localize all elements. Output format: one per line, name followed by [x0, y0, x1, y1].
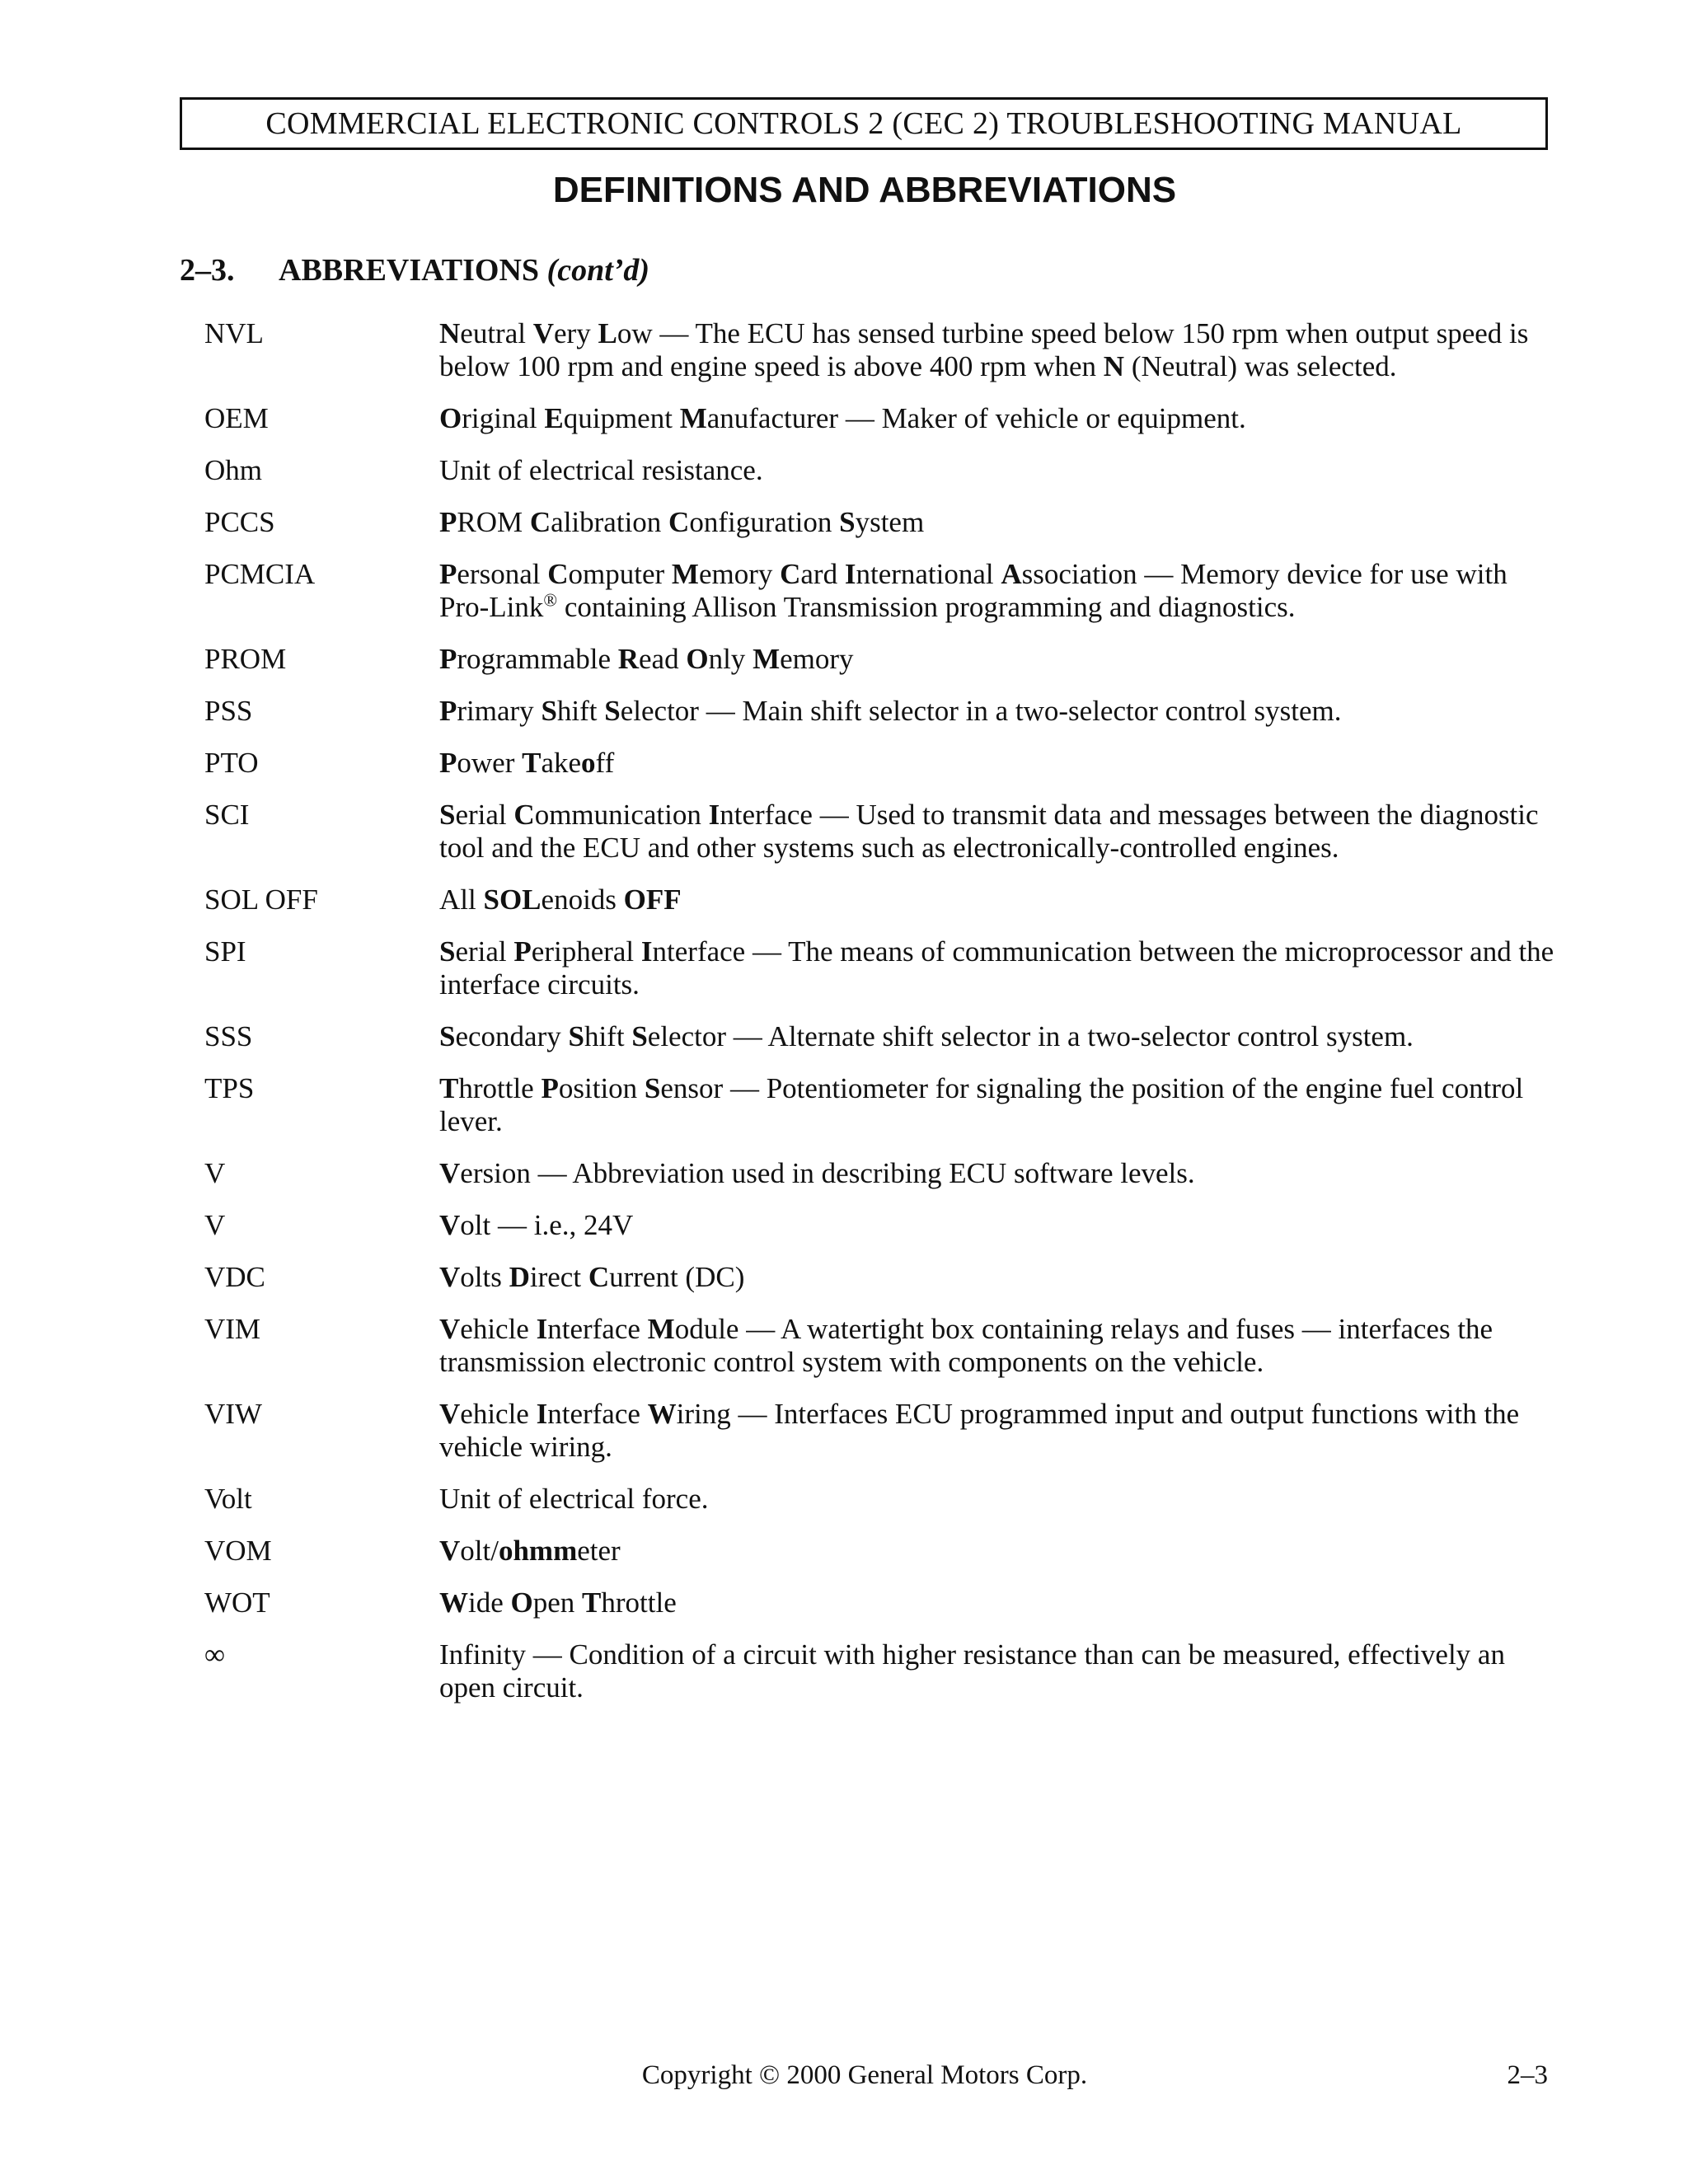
abbreviation-definition [439, 506, 1556, 539]
section-heading [180, 252, 649, 288]
definition-text: olts [460, 1261, 509, 1293]
definition-text: ystem [855, 506, 925, 538]
definition-initial: N [1103, 350, 1125, 382]
abbreviation-term: SSS [204, 1020, 253, 1052]
abbreviation-entry [204, 695, 1556, 728]
definition-text: nly [708, 643, 753, 675]
definition-initial: W [439, 1586, 468, 1619]
definition-initial: ohm [498, 1535, 554, 1567]
definition-text: iring — Interfaces ECU programmed input and output functions with the vehicle wiring. [439, 1398, 1520, 1463]
abbreviation-definition [439, 643, 1556, 676]
definition-initial: m [553, 1535, 578, 1567]
definition-text: odule — A watertight box containing relays and fuses — interfaces the transmission electronic control system with components on the vehicle. [439, 1313, 1493, 1378]
definition-text: emory [780, 643, 854, 675]
definition-initial: E [544, 402, 564, 434]
definition-initial: P [513, 935, 532, 968]
definition-text: ead [639, 643, 687, 675]
definition-initial: P [439, 558, 457, 590]
abbreviation-term: V [204, 1209, 226, 1241]
definition-text: ® [543, 589, 558, 611]
definition-text: nterface — Used to transmit data and messages between the diagnostic tool and the ECU and other systems such as electronically-controlled engines. [439, 799, 1539, 864]
definition-text: emory [698, 558, 781, 590]
definition-initial: C [780, 558, 801, 590]
definition-initial: o [581, 747, 596, 779]
abbreviation-definition [439, 1638, 1556, 1704]
abbreviation-entry [204, 1483, 1556, 1516]
definition-initial: S [439, 799, 456, 831]
definition-text: anufacturer — Maker of vehicle or equipment. [706, 402, 1246, 434]
definition-text: ard [800, 558, 845, 590]
definition-text: hrottle [458, 1072, 542, 1104]
abbreviation-term: V [204, 1157, 226, 1189]
abbreviation-definition [439, 402, 1556, 435]
abbreviation-definition [439, 1209, 1556, 1242]
definition-text: erial [455, 799, 514, 831]
definition-initial: S [541, 695, 557, 727]
definition-initial: C [588, 1261, 610, 1293]
definition-initial: A [1001, 558, 1022, 590]
definition-initial: V [439, 1535, 461, 1567]
definition-text: hift [556, 695, 605, 727]
abbreviation-term: TPS [204, 1072, 255, 1104]
definition-initial: I [536, 1398, 548, 1430]
abbreviation-definition [439, 1072, 1556, 1138]
definition-text: ehicle [460, 1398, 537, 1430]
definition-text: omputer [568, 558, 672, 590]
definition-text: ake [541, 747, 582, 779]
definition-text: ersion — Abbreviation used in describing ECU software levels. [460, 1157, 1195, 1189]
definition-initial: I [640, 935, 653, 968]
definition-initial: V [532, 317, 554, 349]
definition-initial: V [439, 1398, 461, 1430]
definition-initial: C [668, 506, 690, 538]
abbreviation-definition [439, 558, 1556, 624]
abbreviation-term: VDC [204, 1261, 265, 1293]
definition-initial: SOL [483, 883, 542, 916]
definition-initial: S [644, 1072, 661, 1104]
abbreviation-definition [439, 799, 1556, 865]
definition-initial: C [529, 506, 551, 538]
definition-initial: S [439, 1020, 456, 1052]
footer-copyright: Copyright © 2000 General Motors Corp. [641, 2060, 1088, 2090]
abbreviation-definition [439, 747, 1556, 780]
definition-initial: N [439, 317, 461, 349]
definition-text: eutral [460, 317, 533, 349]
abbreviation-term: ∞ [204, 1638, 225, 1671]
definition-text: ensor — Potentiometer for signaling the position of the engine fuel control lever. [439, 1072, 1524, 1137]
abbreviation-entry [204, 402, 1556, 435]
abbreviation-entry [204, 883, 1556, 916]
definition-initial: I [536, 1313, 548, 1345]
definition-text: ROM [457, 506, 530, 538]
definition-text: hift [584, 1020, 632, 1052]
abbreviation-term: SCI [204, 799, 250, 831]
definition-text: containing Allison Transmission programming and diagnostics. [557, 591, 1296, 623]
definition-text: alibration [551, 506, 669, 538]
abbreviation-entry [204, 1586, 1556, 1619]
definition-initial: S [568, 1020, 584, 1052]
abbreviation-entry [204, 454, 1556, 487]
abbreviation-term: NVL [204, 317, 264, 349]
definition-text: nterface [547, 1398, 648, 1430]
definition-initial: OFF [623, 883, 682, 916]
abbreviation-term: SOL OFF [204, 883, 318, 916]
definition-text: Unit of electrical resistance. [439, 454, 763, 486]
abbreviation-term: VOM [204, 1535, 272, 1567]
abbreviation-entry [204, 1209, 1556, 1242]
abbreviation-entry [204, 1313, 1556, 1379]
definition-text: riginal [462, 402, 545, 434]
definition-initial: O [686, 643, 709, 675]
definition-text: Unit of electrical force. [439, 1483, 709, 1515]
abbreviation-entry [204, 799, 1556, 865]
definition-text: onfiguration [689, 506, 840, 538]
definition-text: ssociation — Memory device for use with Pro-Link [439, 558, 1507, 623]
section-continued: (cont’d) [546, 253, 650, 288]
definition-text: ide [468, 1586, 511, 1619]
abbreviation-entry [204, 1261, 1556, 1294]
definition-initial: V [439, 1313, 461, 1345]
definition-initial: V [439, 1157, 461, 1189]
definition-text: ehicle [460, 1313, 537, 1345]
definition-text: osition [558, 1072, 645, 1104]
definition-initial: M [679, 402, 707, 434]
definition-text: hrottle [601, 1586, 677, 1619]
manual-header [180, 97, 1548, 150]
definition-text: ery [554, 317, 598, 349]
definition-text: rogrammable [457, 643, 618, 675]
definition-initial: M [671, 558, 699, 590]
definition-initial: O [439, 402, 462, 434]
definition-text: erial [455, 935, 514, 968]
definition-initial: S [839, 506, 856, 538]
abbreviation-definition [439, 883, 1556, 916]
abbreviation-term: OEM [204, 402, 269, 434]
abbreviation-entry [204, 506, 1556, 539]
abbreviation-entry [204, 1157, 1556, 1190]
definition-text: nternational [856, 558, 1001, 590]
definition-initial: S [631, 1020, 648, 1052]
definition-initial: P [439, 643, 457, 675]
definition-initial: S [604, 695, 621, 727]
definition-initial: L [598, 317, 617, 349]
section-number: 2–3. [180, 253, 235, 288]
definition-initial: D [509, 1261, 530, 1293]
definition-text: ower [457, 747, 523, 779]
definition-text: elector — Main shift selector in a two-selector control system. [620, 695, 1342, 727]
abbreviation-term: PROM [204, 643, 287, 675]
definition-text: quipment [563, 402, 680, 434]
definition-text: eter [577, 1535, 621, 1567]
abbreviation-entry [204, 558, 1556, 624]
abbreviation-definition [439, 1157, 1556, 1190]
abbreviation-term: PSS [204, 695, 253, 727]
abbreviation-entry [204, 1638, 1556, 1704]
definition-text: elector — Alternate shift selector in a two-selector control system. [647, 1020, 1414, 1052]
definition-initial: P [439, 506, 457, 538]
abbreviation-definition [439, 454, 1556, 487]
definition-initial: M [647, 1313, 675, 1345]
abbreviation-term: Ohm [204, 454, 262, 486]
definition-initial: I [844, 558, 856, 590]
abbreviation-term: Volt [204, 1483, 252, 1515]
definition-initial: V [439, 1209, 461, 1241]
definition-text: enoids [541, 883, 624, 916]
definition-initial: C [513, 799, 535, 831]
definition-text: Infinity — Condition of a circuit with higher resistance than can be measured, effectively an open circuit. [439, 1638, 1505, 1704]
definition-initial: M [753, 643, 781, 675]
abbreviation-definition [439, 1398, 1556, 1464]
abbreviation-definition [439, 935, 1556, 1001]
definition-text: ersonal [457, 558, 548, 590]
definition-initial: W [647, 1398, 677, 1430]
definition-text: eripheral [531, 935, 641, 968]
abbreviation-term: VIW [204, 1398, 262, 1430]
definition-initial: P [541, 1072, 559, 1104]
abbreviation-entry [204, 1535, 1556, 1568]
abbreviation-definition [439, 1020, 1556, 1053]
definition-initial: T [522, 747, 542, 779]
abbreviation-entry [204, 747, 1556, 780]
definition-initial: T [439, 1072, 459, 1104]
abbreviation-definition [439, 1313, 1556, 1379]
abbreviation-definition [439, 1586, 1556, 1619]
definition-initial: S [439, 935, 456, 968]
abbreviation-definition [439, 317, 1556, 383]
abbreviation-list [204, 317, 1556, 1723]
definition-text: econdary [455, 1020, 569, 1052]
definition-text: urrent (DC) [609, 1261, 745, 1293]
manual-title: COMMERCIAL ELECTRONIC CONTROLS 2 (CEC 2) TROUBLESHOOTING MANUAL [265, 106, 1462, 141]
abbreviation-entry [204, 643, 1556, 676]
definition-text: ff [595, 747, 615, 779]
abbreviation-definition [439, 1535, 1556, 1568]
page-number: 2–3 [1507, 2060, 1548, 2090]
abbreviation-entry [204, 1398, 1556, 1464]
abbreviation-term: PCMCIA [204, 558, 316, 590]
definition-text: ommunication [534, 799, 709, 831]
definition-text: rimary [457, 695, 542, 727]
section-title: ABBREVIATIONS [279, 253, 540, 288]
abbreviation-entry [204, 1020, 1556, 1053]
definition-text: ow — The ECU has sensed turbine speed below 150 rpm when output speed is below 100 rpm and engine speed is above 400 rpm when [439, 317, 1529, 382]
abbreviation-entry [204, 935, 1556, 1001]
definition-text: (Neutral) was selected. [1124, 350, 1397, 382]
abbreviation-definition [439, 1483, 1556, 1516]
definition-initial: C [547, 558, 569, 590]
abbreviation-entry [204, 1072, 1556, 1138]
definition-text: All [439, 883, 484, 916]
definition-initial: O [510, 1586, 533, 1619]
definition-text: irect [529, 1261, 588, 1293]
abbreviation-term: PTO [204, 747, 259, 779]
abbreviation-term: SPI [204, 935, 246, 968]
definition-initial: V [439, 1261, 461, 1293]
abbreviation-term: PCCS [204, 506, 275, 538]
abbreviation-definition [439, 1261, 1556, 1294]
definition-text: olt/ [460, 1535, 499, 1567]
definition-initial: P [439, 747, 457, 779]
definition-text: nterface — The means of communication between the microprocessor and the interface circuits. [439, 935, 1554, 1001]
definition-text: pen [532, 1586, 583, 1619]
abbreviation-definition [439, 695, 1556, 728]
definition-text: olt — i.e., 24V [460, 1209, 634, 1241]
definition-text: nterface [547, 1313, 648, 1345]
definition-initial: R [617, 643, 640, 675]
definition-initial: P [439, 695, 457, 727]
abbreviation-term: WOT [204, 1586, 270, 1619]
page-title: DEFINITIONS AND ABBREVIATIONS [552, 170, 1177, 210]
abbreviation-entry [204, 317, 1556, 383]
abbreviation-term: VIM [204, 1313, 261, 1345]
definition-initial: I [708, 799, 720, 831]
definition-initial: T [582, 1586, 602, 1619]
